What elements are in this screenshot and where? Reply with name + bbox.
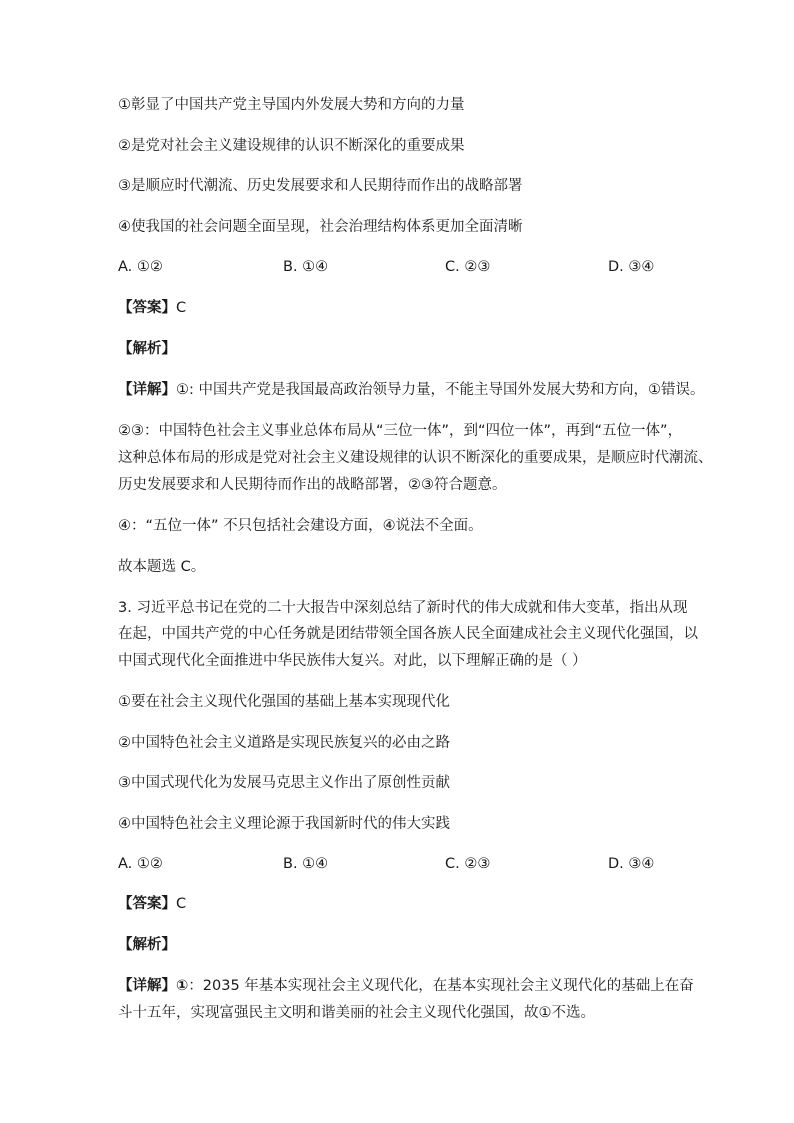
q2-option-b: B. ①④: [283, 259, 329, 275]
detail-text: ①: 中国共产党是我国最高政治领导力量，不能主导国外发展大势和方向，①错误。: [176, 382, 705, 398]
q3-option-c: C. ②③: [445, 856, 491, 872]
answer-value: C: [176, 300, 187, 316]
q3-option-d: D. ③④: [608, 856, 655, 872]
answer-value: C: [176, 896, 187, 912]
answer-tag: 【答案】: [118, 896, 176, 912]
q2-option-a: A. ①②: [118, 259, 163, 275]
detail-tag: 【详解】: [118, 978, 176, 994]
q3-statement-1: ①要在社会主义现代化强国的基础上基本实现现代化: [118, 694, 450, 710]
q2-analysis-tag: 【解析】: [118, 341, 176, 357]
detail-tag: 【详解】: [118, 382, 176, 398]
q3-stem-1: 3. 习近平总书记在党的二十大报告中深刻总结了新时代的伟大成就和伟大变革，指出从现: [118, 600, 688, 616]
q2-conclusion: 故本题选 C。: [118, 559, 206, 575]
q2-statement-1: ①彰显了中国共产党主导国内外发展大势和方向的力量: [118, 97, 465, 113]
q2-statement-4: ④使我国的社会问题全面呈现，社会治理结构体系更加全面清晰: [118, 219, 523, 235]
q2-statement-2: ②是党对社会主义建设规律的认识不断深化的重要成果: [118, 138, 465, 154]
q2-detail-5: ④：“五位一体” 不只包括社会建设方面，④说法不全面。: [118, 518, 483, 534]
answer-tag: 【答案】: [118, 300, 176, 316]
q2-options: [118, 257, 678, 277]
q3-detail-2: 斗十五年，实现富强民主文明和谐美丽的社会主义现代化强国，故①不选。: [118, 1005, 595, 1021]
q2-detail-3: 这种总体布局的形成是党对社会主义建设规律的认识不断深化的重要成果，是顺应时代潮流、: [118, 450, 713, 466]
q3-option-b: B. ①④: [283, 856, 329, 872]
q2-option-d: D. ③④: [608, 259, 655, 275]
q3-option-a: A. ①②: [118, 856, 163, 872]
detail-text: ：2035 年基本实现社会主义现代化，在基本实现社会主义现代化的基础上在奋: [188, 978, 694, 994]
q3-answer: [118, 894, 186, 914]
q3-statement-4: ④中国特色社会主义理论源于我国新时代的伟大实践: [118, 816, 450, 832]
q2-detail-4: 历史发展要求和人民期待而作出的战略部署，②③符合题意。: [118, 477, 507, 493]
q3-detail-1: [118, 976, 694, 996]
q2-detail-1: [118, 380, 705, 400]
q2-answer: [118, 298, 186, 318]
q3-options: [118, 854, 678, 874]
q3-analysis-tag: 【解析】: [118, 937, 176, 953]
q2-option-c: C. ②③: [445, 259, 491, 275]
q3-stem-3: 中国式现代化全面推进中华民族伟大复兴。对此，以下理解正确的是（ ）: [118, 653, 587, 669]
q2-statement-3: ③是顺应时代潮流、历史发展要求和人民期待而作出的战略部署: [118, 178, 523, 194]
q2-detail-2: ②③：中国特色社会主义事业总体布局从“三位一体”，到“四位一体”，再到“五位一体”，: [118, 423, 683, 439]
detail-marker: ①: [176, 978, 189, 994]
q3-stem-2: 在起，中国共产党的中心任务就是团结带领全国各族人民全面建成社会主义现代化强国，以: [118, 626, 698, 642]
q3-statement-2: ②中国特色社会主义道路是实现民族复兴的必由之路: [118, 735, 450, 751]
q3-statement-3: ③中国式现代化为发展马克思主义作出了原创性贡献: [118, 775, 450, 791]
